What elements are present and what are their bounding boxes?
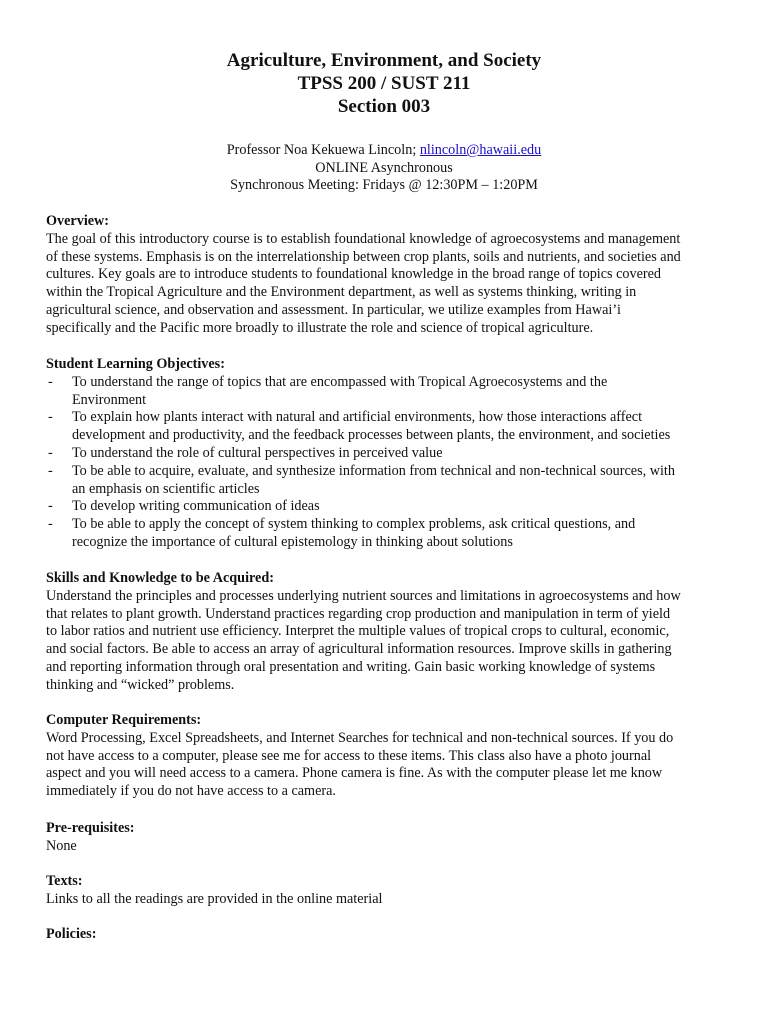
skills-line: and social factors. Be able to access an array of agricultural information resources. Improve skills in gathering — [46, 641, 672, 658]
objective-item — [46, 409, 736, 445]
overview-heading: Overview: — [46, 213, 110, 229]
objectives-heading: Student Learning Objectives: — [46, 356, 225, 372]
objective-item — [46, 445, 736, 463]
overview-line: The goal of this introductory course is to establish foundational knowledge of agroecosystems and management — [46, 230, 681, 247]
skills-section — [46, 570, 736, 695]
overview-line: of these systems. Emphasis is on the interrelationship between crop plants, soils and nutrients, and societies and — [46, 248, 681, 265]
meeting-time: Synchronous Meeting: Fridays @ 12:30PM – 1:20PM — [230, 177, 538, 194]
computer-line: Word Processing, Excel Spreadsheets, and Internet Searches for technical and non-technical sources. If you do — [46, 729, 674, 746]
objective-line: an emphasis on scientific articles — [72, 480, 260, 497]
objective-line: To develop writing communication of ideas — [72, 498, 320, 515]
email-link[interactable]: nlincoln@hawaii.edu — [419, 142, 542, 158]
objective-item — [46, 516, 736, 552]
skills-line: and reporting information through oral presentation and writing. Gain basic working knowledge of systems — [46, 658, 656, 675]
texts-heading: Texts: — [46, 873, 83, 889]
skills-line: to labor ratios and nutrient use efficiency. Interpret the multiple values of tropical crops to cultural, economic, — [46, 623, 670, 640]
skills-heading: Skills and Knowledge to be Acquired: — [46, 570, 274, 586]
overview-line: agricultural science, and observation and assessment. In particular, we utilize examples from Hawai’i — [46, 301, 621, 318]
course-codes: TPSS 200 / SUST 211 — [297, 73, 471, 94]
bullet-dash: - — [48, 373, 53, 390]
objective-item — [46, 374, 736, 410]
skills-line: thinking and “wicked” problems. — [46, 676, 235, 693]
objective-item — [46, 498, 736, 516]
objective-line: To explain how plants interact with natural and artificial environments, how those interactions affect — [72, 409, 643, 426]
objective-line: To understand the role of cultural perspectives in perceived value — [72, 444, 443, 461]
computer-line: immediately if you do not have access to a camera. — [46, 783, 336, 800]
professor-name: Professor Noa Kekuewa Lincoln; — [226, 142, 420, 158]
bullet-dash: - — [48, 444, 53, 461]
skills-line: Understand the principles and processes underlying nutrient sources and limitations in agroecosystems and how — [46, 587, 681, 604]
section-number: Section 003 — [337, 96, 431, 117]
prereq-heading: Pre-requisites: — [46, 820, 135, 836]
overview-line: within the Tropical Agriculture and the Environment department, as well as systems thinking, writing in — [46, 284, 637, 301]
objective-line: development and productivity, and the feedback processes between plants, the environment, and societies — [72, 427, 671, 444]
objective-line: To understand the range of topics that are encompassed with Tropical Agroecosystems and the — [72, 373, 608, 390]
objectives-section — [46, 356, 736, 552]
course-format: ONLINE Asynchronous — [315, 159, 453, 176]
title-line: Agriculture, Environment, and Society — [226, 50, 542, 71]
objective-item — [46, 463, 736, 499]
computer-heading: Computer Requirements: — [46, 712, 202, 728]
course-title — [0, 49, 768, 118]
objective-line: recognize the importance of cultural epistemology in thinking about solutions — [72, 533, 513, 550]
objective-line: Environment — [72, 391, 147, 408]
policies-section — [46, 926, 736, 944]
objective-line: To be able to acquire, evaluate, and synthesize information from technical and non-technical sources, with — [72, 462, 675, 479]
overview-line: cultures. Key goals are to introduce students to foundational knowledge in the broad range of topics covered — [46, 266, 662, 283]
prereq-section — [46, 820, 736, 856]
texts-text: Links to all the readings are provided in the online material — [46, 890, 383, 907]
bullet-dash: - — [48, 516, 53, 533]
bullet-dash: - — [48, 462, 53, 479]
bullet-dash: - — [48, 409, 53, 426]
computer-line: not have access to a computer, please see me for access to these items. This class also have a photo journal — [46, 747, 652, 764]
overview-line: specifically and the Pacific more broadly to illustrate the role and science of tropical agriculture. — [46, 319, 594, 336]
prereq-text: None — [46, 837, 77, 854]
objective-line: To be able to apply the concept of system thinking to complex problems, ask critical questions, and — [72, 516, 636, 533]
computer-line: aspect and you will need access to a camera. Phone camera is fine. As with the computer please let me know — [46, 765, 663, 782]
instructor-info — [0, 142, 768, 195]
skills-line: that relates to plant growth. Understand practices regarding crop production and manipulation in term of yield — [46, 605, 671, 622]
overview-section — [46, 213, 736, 338]
computer-section — [46, 712, 736, 801]
texts-section — [46, 873, 736, 909]
bullet-dash: - — [48, 498, 53, 515]
policies-heading: Policies: — [46, 926, 97, 942]
